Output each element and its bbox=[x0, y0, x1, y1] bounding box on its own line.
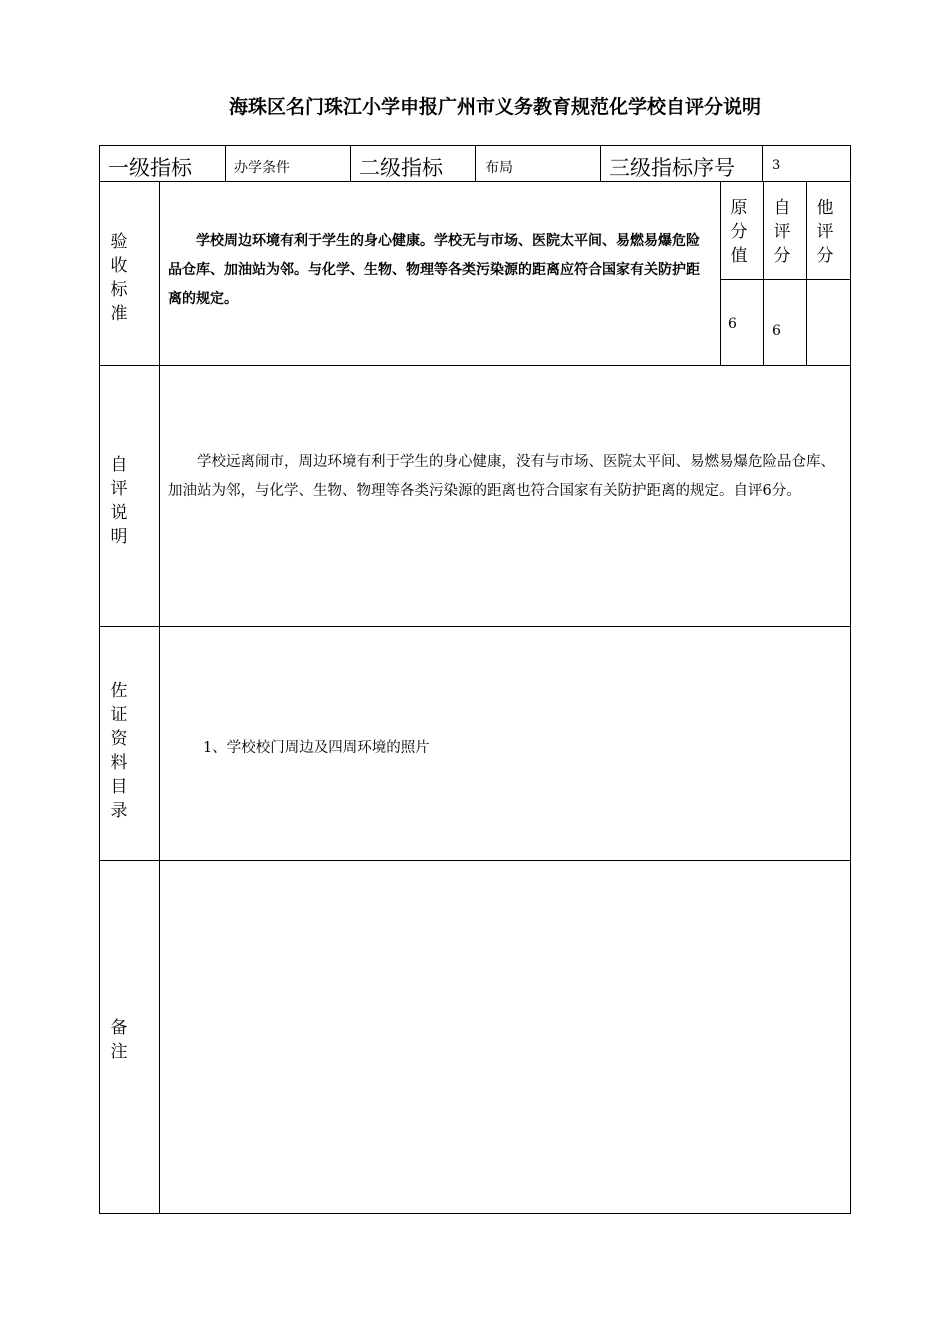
acceptance-label: 验 收 标 准 bbox=[110, 232, 128, 324]
original-score-value: 6 bbox=[728, 316, 737, 332]
table-rule-acceptance bbox=[99, 365, 851, 366]
remarks-label: 备 注 bbox=[110, 1018, 128, 1062]
table-rule-s1 bbox=[720, 181, 721, 366]
level2-value: 布局 bbox=[485, 160, 513, 176]
table-rule-selfeval bbox=[99, 626, 851, 627]
original-score-header: 原 分 值 bbox=[730, 198, 748, 266]
table-rule-h2 bbox=[350, 145, 351, 182]
table-rule-h5 bbox=[762, 145, 763, 182]
level1-label: 一级指标 bbox=[108, 156, 192, 180]
evidence-item: 1、学校校门周边及四周环境的照片 bbox=[203, 740, 430, 756]
other-score-header: 他 评 分 bbox=[816, 198, 834, 266]
page-title: 海珠区名门珠江小学申报广州市义务教育规范化学校自评分说明 bbox=[228, 96, 761, 118]
self-score-header: 自 评 分 bbox=[773, 198, 791, 266]
level2-label: 二级指标 bbox=[359, 156, 443, 180]
table-rule-h1 bbox=[225, 145, 226, 182]
table-border-right bbox=[850, 145, 851, 1214]
level1-value: 办学条件 bbox=[234, 160, 290, 176]
self-score-value: 6 bbox=[772, 323, 781, 339]
table-rule-labelcol bbox=[159, 181, 160, 1214]
level3-label: 三级指标序号 bbox=[609, 156, 735, 180]
table-border-bottom bbox=[99, 1213, 851, 1214]
level3-value: 3 bbox=[772, 158, 781, 173]
table-rule-scores bbox=[720, 279, 851, 280]
acceptance-text: 学校周边环境有利于学生的身心健康。学校无与市场、医院太平间、易燃易爆危险品仓库、加油站为邻。与化学、生物、物理等各类污染源的距离应符合国家有关防护距离的规定。 bbox=[168, 233, 700, 307]
table-rule-h4 bbox=[600, 145, 601, 182]
evidence-label: 佐 证 资 料 目 录 bbox=[110, 681, 128, 821]
table-rule-s2 bbox=[763, 181, 764, 366]
table-rule-evidence bbox=[99, 860, 851, 861]
table-rule-s3 bbox=[806, 181, 807, 366]
self-eval-label: 自 评 说 明 bbox=[110, 455, 128, 547]
self-eval-text: 学校远离闹市，周边环境有利于学生的身心健康，没有与市场、医院太平间、易燃易爆危险品仓库、加油站为邻，与化学、生物、物理等各类污染源的距离也符合国家有关防护距离的规定。自评6分。 bbox=[168, 454, 835, 499]
table-rule-h3 bbox=[475, 145, 476, 182]
table-border-left bbox=[99, 145, 100, 1214]
